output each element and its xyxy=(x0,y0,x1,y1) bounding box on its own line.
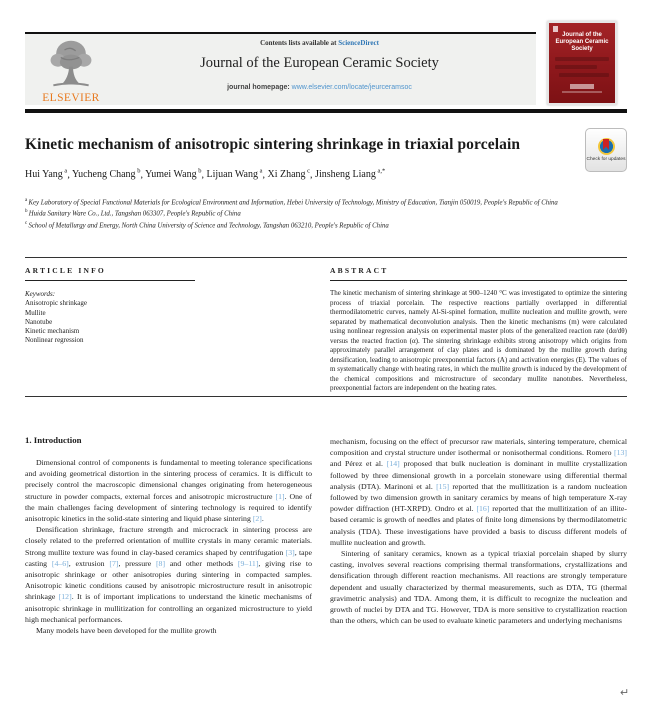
affiliation-item: $^c$ School of Metallurgy and Energy, North China University of Science and Technology, Tangshan 063210, People's Republic of China xyxy=(25,220,389,229)
citation-link[interactable]: [16] xyxy=(476,504,490,514)
cover-decorative-stripe xyxy=(555,57,609,61)
citation-link[interactable]: [12] xyxy=(58,592,72,602)
divider-rule xyxy=(25,257,627,258)
elsevier-wordmark: ELSEVIER xyxy=(42,92,100,104)
check-for-updates-badge[interactable] xyxy=(585,128,627,172)
body-paragraph: Many models have been developed for the mullite growth xyxy=(36,626,217,636)
citation-link[interactable]: [2] xyxy=(252,514,262,524)
keyword-item: Anisotropic shrinkage xyxy=(25,299,88,308)
citation-link[interactable]: [8] xyxy=(155,558,166,568)
journal-cover-title: Journal of the European Ceramic Society xyxy=(555,32,609,52)
citation-link[interactable]: [1] xyxy=(275,491,285,501)
cover-decorative-stripe xyxy=(555,65,597,69)
citation-link[interactable]: [14] xyxy=(386,459,400,469)
body-paragraph: Dimensional control of components is fundamental to meeting tolerance specifications and avoiding geometrical distortion in the sintering process of ceramics. It is difficult to precisely control the macroscopic dimensional changes originating from heterogeneous structure in powder compacts, external forces and anisotropic microstructure [1]. One of the main challenges facing development of sintering technology is required to identify anisotropic kinetics in the solid-state sintering and liquid phase sintering [2]. xyxy=(25,458,312,524)
contents-line-prefix: Contents lists available at xyxy=(260,39,339,47)
title-row xyxy=(25,128,627,172)
abstract-rule xyxy=(330,280,627,281)
article-title: Kinetic mechanism of anisotropic sintering shrinkage in triaxial porcelain xyxy=(25,136,521,153)
body-paragraph: Sintering of sanitary ceramics, known as a typical triaxial porcelain shaped by slurry casting, involves several reactions comprising thermal transformations, crystallizations and densification through different reaction mechanisms. All reactions are strongly temperature dependent and usually characterized by thermal measurements, such as DTA, TG (thermal gravimetric analysis) and TDA. Among them, it is difficult to recognize the nucleation and growth of nuclei by DTA and TG. However, TDA is more sensitive to crystallization reaction than the others, which can be used to evaluate kinetic parameters and underlying mechanisms xyxy=(330,549,627,626)
homepage-line-prefix: journal homepage: xyxy=(227,84,292,91)
cover-footer-mark xyxy=(570,84,594,89)
body-right-column xyxy=(330,429,627,636)
keyword-item: Kinetic mechanism xyxy=(25,327,80,336)
body-paragraph: mechanism, focusing on the effect of precursor raw materials, sintering temperature, chemical composition and crystal structure under isothermal or nonisothermal conditions. Romero [13] and Pérez et al. [14] proposed that bulk nucleation is dominant in mullite crystallization followed by three dimensional growth in a porcelain stoneware using differential thermal analysis (DTA). Marinoni et al. [15] reported that the mullitization is a random nucleation followed by two dimension growth in sanitary ceramics by means of high temperature X-ray powder diffraction (HT-XRPD). Ondro et al. [16] reported that the mullitization of an illite-based ceramic is growth of needles and plates of finite long dimensions by thermodilatometric analysis (TDA). These investigations have provided a basis to discuss different models of mullite nucleation and growth. xyxy=(330,437,627,547)
citation-link[interactable]: [9–11] xyxy=(237,558,259,568)
header-thick-rule xyxy=(25,109,627,113)
body-left-column xyxy=(25,429,312,636)
author-name: Lijuan Wang $^a$ xyxy=(206,168,263,181)
return-mark: ↵ xyxy=(620,687,630,699)
body-paragraph: Densification shrinkage, fracture strength and microcrack in sintering process are closely related to the preferred orientation of mullite crystals in many ceramic materials. Strong mullite texture was found in clay-based ceramics shaped by centrifugation [3], tape casting [4–6], extrusion [7], pressure [8] and other methods [9–11], giving rise to anisotropic shrinkage or other anisotropies during sintering in compacted samples. Anisotropic kinetic conditions caused by anisotropic microstructure result in anisotropic shrinkage [12]. It is of important implications to understand the kinetic mechanisms of anisotropic shrinkage in mullitization for controlling an organized microstructure to yield high mechanical performances. xyxy=(25,525,312,624)
article-body xyxy=(25,429,627,636)
cover-decorative-stripe xyxy=(559,73,609,77)
author-name: Yucheng Chang $^b$ xyxy=(71,168,141,181)
keywords-list xyxy=(25,299,312,345)
elsevier-logo xyxy=(25,34,117,105)
abstract-text: The kinetic mechanism of sintering shrinkage at 900–1240 °C was investigated to optimize the sintering process of triaxial porcelain. The respective reactions partially overlapped in differential thermodilatometric curves, namely Al-Si-spinel formation, mullite nucleation and mullite growth, were separated by mathematical deconvolution analysis. Then the kinetic mechanisms (m) were calculated using nonlinear regression analysis on experimental master plots of the generalized reaction rate (dα/dθ) versus the reacted fraction (α). The sintering shrinkage exhibits strong anisotropy which origins from approximately parallel arrangement of clay plates and is dominated by the mullite growth during densification, leading to anisotropic preexponential factors (A) and activation energies (E). The values of m systematically change with heating rates, in which the mullite growth is induced by the development of the chemical compositions and microstructure of secondary mullite nanotubes. Nevertheless, preexponential factors are independent on the heating rates. xyxy=(330,289,627,392)
check-updates-icon xyxy=(598,138,615,155)
author-list: Hui Yang $^a$, Yucheng Chang $^b$, Yumei Wang $^b$, Lijuan Wang $^a$, Xi Zhang $^c$, Jinsheng Liang $^{a,*}$ xyxy=(25,168,386,181)
abstract-column xyxy=(330,266,627,394)
affiliation-item: $^b$ Huida Sanitary Ware Co., Ltd., Tangshan 063307, People's Republic of China xyxy=(25,209,241,218)
section-heading-introduction: 1. Introduction xyxy=(25,435,82,445)
divider-rule xyxy=(25,396,627,397)
journal-masthead xyxy=(117,34,536,105)
article-info-column xyxy=(25,266,312,394)
homepage-line xyxy=(117,84,522,91)
keyword-item: Nonlinear regression xyxy=(25,336,84,345)
bookmark-ribbon-icon xyxy=(603,139,609,150)
citation-link[interactable]: [7] xyxy=(109,558,119,568)
author-name: Jinsheng Liang $^{a,*}$ xyxy=(315,168,386,181)
cover-mini-logo xyxy=(553,26,558,32)
author-name: Xi Zhang $^c$ xyxy=(267,168,311,181)
article-info-rule xyxy=(25,280,195,281)
article-info-heading: ARTICLE INFO xyxy=(25,266,106,275)
keyword-item: Nanotube xyxy=(25,317,53,326)
author-name: Yumei Wang $^b$ xyxy=(145,168,202,181)
journal-homepage-link[interactable]: www.elsevier.com/locate/jeurceramsoc xyxy=(291,84,412,91)
info-abstract-section xyxy=(25,266,627,394)
journal-cover-thumbnail xyxy=(547,21,617,105)
journal-header xyxy=(25,32,627,105)
affiliation-list xyxy=(25,196,585,230)
author-name: Hui Yang $^a$ xyxy=(25,168,68,181)
keyword-item: Mullite xyxy=(25,308,46,317)
citation-link[interactable]: [15] xyxy=(436,481,450,491)
keywords-label: Keywords: xyxy=(25,290,56,298)
journal-title: Journal of the European Ceramic Society xyxy=(200,55,439,71)
cover-footer-line xyxy=(562,91,602,93)
check-updates-label: Check for updates xyxy=(586,156,626,162)
citation-link[interactable]: [13] xyxy=(614,448,627,458)
citation-link[interactable]: [4–6] xyxy=(51,558,69,568)
citation-link[interactable]: [3] xyxy=(285,547,295,557)
contents-line xyxy=(117,39,522,47)
elsevier-tree-icon xyxy=(45,37,97,94)
sciencedirect-link[interactable]: ScienceDirect xyxy=(338,39,379,47)
abstract-heading: ABSTRACT xyxy=(330,266,389,275)
journal-header-banner xyxy=(25,32,536,105)
affiliation-item: $^a$ Key Laboratory of Special Functional Materials for Ecological Environment and Information, Hebei University of Technology, Ministry of Education, Tianjin 050019, People's Republic of China xyxy=(25,198,558,207)
